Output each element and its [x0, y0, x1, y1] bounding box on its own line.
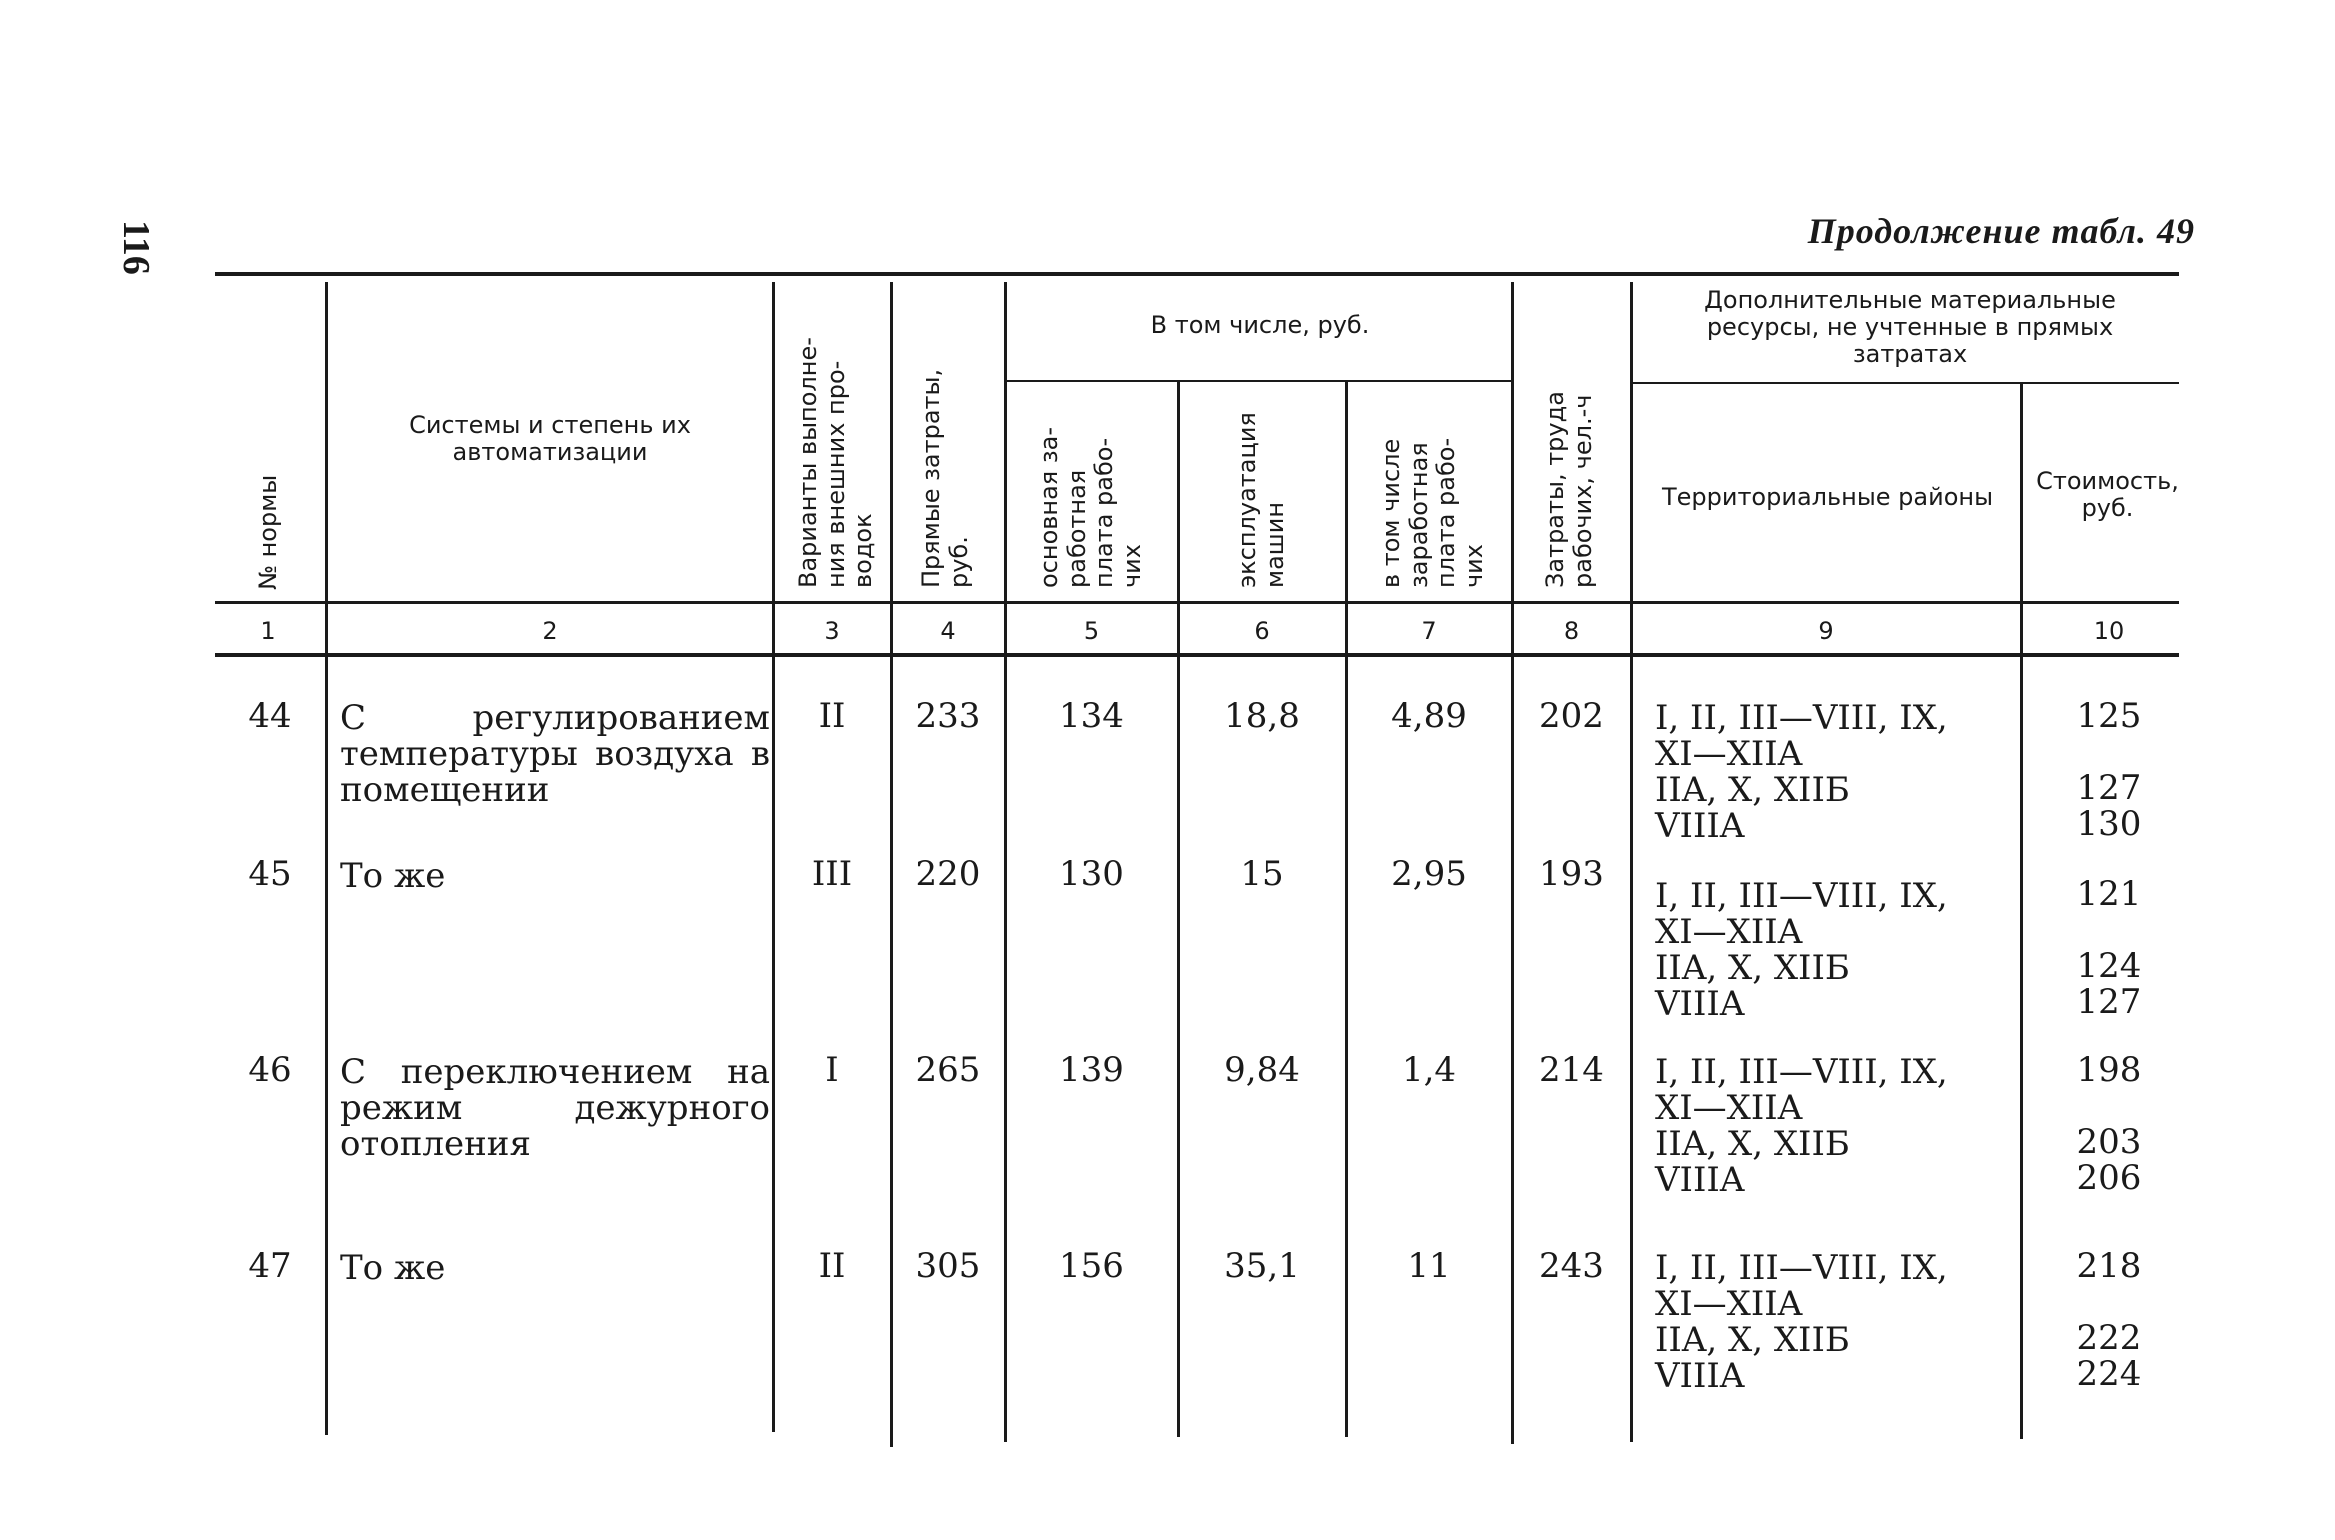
territorial-regions: I, II, III—VIII, IX, XI—XIIA IIA, X, XIIБ VIIIA: [1655, 1052, 1948, 1200]
labor-costs: 193: [1539, 854, 1604, 894]
header-additional-resources: Дополнительные материальные ресурсы, не учтенные в прямых затратах: [1704, 286, 2116, 368]
header-machine-wage: в том числе заработная плата рабо- чих: [1377, 437, 1488, 588]
column-number: 10: [2093, 617, 2125, 645]
machine-wage: 4,89: [1391, 696, 1467, 736]
direct-costs: 233: [915, 696, 981, 736]
labor-costs: 243: [1539, 1246, 1604, 1286]
column-number: 7: [1421, 617, 1437, 645]
number-row-bottom-rule: [215, 653, 2179, 657]
group-rule-5-7: [1004, 380, 1511, 382]
machine-wage: 11: [1407, 1246, 1451, 1286]
cost-values: 198 203 206: [2076, 1050, 2142, 1198]
system-description: С переключением на режим дежурного отопления: [340, 1052, 770, 1164]
norm-number: 46: [248, 1050, 292, 1090]
machine-operation: 35,1: [1224, 1246, 1300, 1286]
norm-number: 47: [248, 1246, 292, 1286]
header-variants: Варианты выполне- ния внешних про- водок: [794, 337, 878, 588]
basic-wage: 156: [1059, 1246, 1124, 1286]
labor-costs: 214: [1539, 1050, 1604, 1090]
variant: I: [825, 1050, 839, 1090]
column-number: 6: [1254, 617, 1270, 645]
col-divider-5: [1177, 382, 1180, 1437]
machine-operation: 18,8: [1224, 696, 1300, 736]
col-divider-2: [772, 282, 775, 1432]
col-divider-8: [1630, 282, 1633, 1442]
header-territorial-regions: Территориальные районы: [1661, 483, 1994, 511]
basic-wage: 130: [1059, 854, 1124, 894]
machine-operation: 9,84: [1224, 1050, 1300, 1090]
variant: III: [811, 854, 853, 894]
cost-values: 121 124 127: [2076, 874, 2142, 1022]
col-divider-3: [890, 282, 893, 1447]
norm-number: 44: [248, 696, 292, 736]
direct-costs: 265: [915, 1050, 981, 1090]
direct-costs: 220: [915, 854, 981, 894]
header-machine-operation: эксплуатация машин: [1233, 412, 1289, 588]
page-number: 116: [115, 220, 157, 275]
table-caption: Продолжение табл. 49: [1807, 211, 2195, 251]
system-description: То же: [340, 1248, 446, 1288]
machine-wage: 2,95: [1391, 854, 1467, 894]
column-number: 3: [824, 617, 840, 645]
header-labor-costs: Затраты, труда рабочих, чел.-ч: [1541, 391, 1597, 588]
col-divider-9: [2020, 384, 2023, 1439]
column-number: 4: [940, 617, 956, 645]
labor-costs: 202: [1539, 696, 1604, 736]
territorial-regions: I, II, III—VIII, IX, XI—XIIA IIA, X, XIIБ VIIIA: [1655, 876, 1948, 1024]
cost-values: 218 222 224: [2076, 1246, 2142, 1394]
system-description: С регулированием температуры воздуха в помещении: [340, 698, 770, 810]
col-divider-4: [1004, 282, 1007, 1442]
variant: II: [818, 696, 846, 736]
header-bottom-rule: [215, 601, 2179, 604]
basic-wage: 139: [1059, 1050, 1124, 1090]
header-cost: Стоимость, руб.: [2036, 467, 2179, 522]
header-norm-number: № нормы: [254, 474, 282, 590]
col-divider-6: [1345, 382, 1348, 1437]
group-rule-9-10: [1632, 382, 2179, 384]
cost-values: 125 127 130: [2076, 696, 2142, 844]
header-direct-costs: Прямые затраты, руб.: [917, 368, 973, 588]
machine-operation: 15: [1240, 854, 1284, 894]
machine-wage: 1,4: [1401, 1050, 1457, 1090]
column-number: 2: [542, 617, 558, 645]
column-number: 9: [1818, 617, 1834, 645]
direct-costs: 305: [915, 1246, 981, 1286]
col-divider-7: [1511, 282, 1514, 1444]
column-number: 8: [1563, 617, 1580, 645]
basic-wage: 134: [1059, 696, 1124, 736]
table-top-rule: [215, 272, 2179, 276]
norm-number: 45: [248, 854, 292, 894]
header-systems: Системы и степень их автоматизации: [409, 411, 691, 466]
territorial-regions: I, II, III—VIII, IX, XI—XIIA IIA, X, XIIБ VIIIA: [1655, 1248, 1948, 1396]
territorial-regions: I, II, III—VIII, IX, XI—XIIA IIA, X, XIIБ VIIIA: [1655, 698, 1948, 846]
col-divider-1: [325, 282, 328, 1435]
system-description: То же: [340, 856, 446, 896]
header-basic-wage: основная за- работная плата рабо- чих: [1035, 427, 1146, 588]
variant: II: [818, 1246, 846, 1286]
header-including-group: В том числе, руб.: [1150, 311, 1370, 339]
column-number: 1: [260, 617, 276, 645]
column-number: 5: [1083, 617, 1100, 645]
